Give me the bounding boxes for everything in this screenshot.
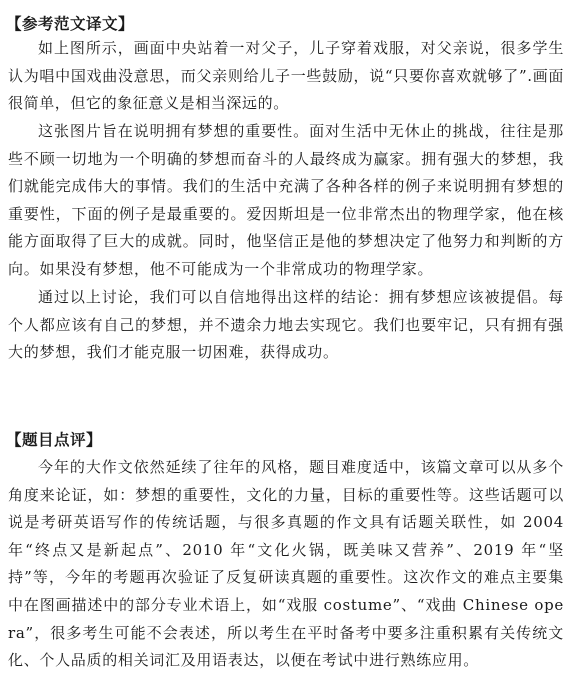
paragraph-topic-review: 今年的大作文依然延续了往年的风格，题目难度适中，该篇文章可以从多个角度来论证，如：梦想的重要性，文化的力量，目标的重要性等。这些话题可以说是考研英语写作的传统话题，与很多真题的作文具有话题关联性，如 2004 年“终点又是新起点”、2010 年“文化火锅，既美味又营养”、2019 年“坚持”等，今年的考题再次验证了反复研读真题的重要性。这次作文的难点主要集中在图画描述中的部分专业术语上，如“戏服 costume”、“戏曲 Chinese opera”，很多考生可能不会表述，所以考生在平时备考中要多注重积累有关传统文化、个人品质的相关词汇及用语表达，以便在考试中进行熟练应用。: [8, 458, 564, 670]
paragraph-importance-of-dreams: 这张图片旨在说明拥有梦想的重要性。面对生活中无休止的挑战，往往是那些不顾一切地为一个明确的梦想而奋斗的人最终成为赢家。拥有强大的梦想，我们就能完成伟大的事情。我们的生活中充满了各种各样的例子来说明拥有梦想的重要性，下面的例子是最重要的。爱因斯坦是一位非常杰出的物理学家，他在核能方面取得了巨大的成就。同时，他坚信正是他的梦想决定了他努力和判断的方向。如果没有梦想，他不可能成为一个非常成功的物理学家。: [8, 122, 564, 278]
paragraph-conclusion: 通过以上讨论，我们可以自信地得出这样的结论：拥有梦想应该被提倡。每个人都应该有自己的梦想，并不遗余力地去实现它。我们也要牢记，只有拥有强大的梦想，我们才能克服一切困难，获得成功。: [8, 288, 564, 362]
section-heading-reference-translation: 【参考范文译文】: [6, 15, 135, 33]
section-heading-topic-review: 【题目点评】: [6, 431, 103, 449]
paragraph-picture-description: 如上图所示，画面中央站着一对父子，儿子穿着戏服，对父亲说，很多学生认为唱中国戏曲没意思，而父亲则给儿子一些鼓励，说“只要你喜欢就够了”.画面很简单，但它的象征意义是相当深远的。: [8, 39, 564, 113]
